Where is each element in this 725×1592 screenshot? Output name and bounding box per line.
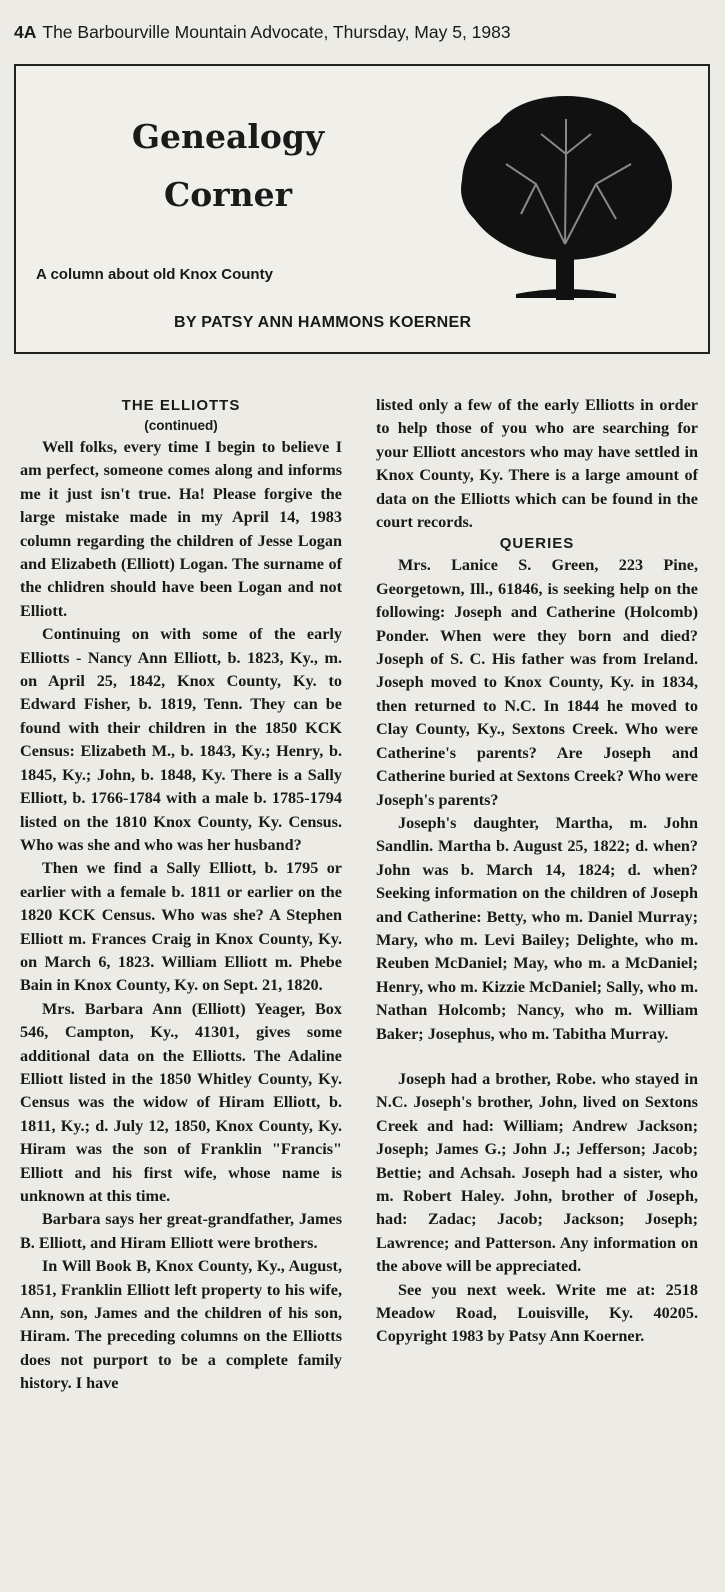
article-paragraph: In Will Book B, Knox County, Ky., August, 1851, Franklin Elliott left property to his wife, Ann, son, James and the children of his son, Hiram. The preceding columns on the Elliotts does not purport to be a complete family history. I have — [20, 1257, 342, 1393]
masthead — [14, 14, 714, 50]
article-paragraph: Mrs. Barbara Ann (Elliott) Yeager, Box 546, Campton, Ky., 41301, gives some additional data on the Elliotts. The Adaline Elliott listed in the 1850 Whitley County, Ky. Census was the widow of Hiram Elliott, b. 1811, Ky.; d. July 12, 1850, Knox County, Ky. Hiram was the son of Franklin "Francis" Elliott and his first wife, whose name is unknown at this time. — [20, 999, 342, 1205]
masthead-text: The Barbourville Mountain Advocate, Thursday, May 5, 1983 — [42, 21, 511, 42]
article-paragraph: Barbara says her great-grandfather, James B. Elliott, and Hiram Elliott were brothers. — [20, 1210, 342, 1252]
query-paragraph: Joseph's daughter, Martha, m. John Sandlin. Martha b. August 25, 1822; d. when? John was b. March 14, 1824; d. when? Seeking information on the children of Joseph and Catherine: Betty, who m. Daniel Murray; Mary, who m. Levi Bailey; Delighte, who m. Reuben McDaniel; May, who m. a McDaniel; Henry, who m. Kizzie McDaniel; Sally, who m. Nathan Holcomb; Nancy, who m. William Baker; Josephus, who m. Tabitha Murray. — [376, 813, 698, 1043]
column-header-box — [14, 64, 710, 354]
right-column — [376, 394, 698, 1349]
queries-heading: QUERIES — [499, 535, 575, 553]
column-title — [108, 108, 348, 224]
query-paragraph: See you next week. Write me at: 2518 Meadow Road, Louisville, Ky. 40205. Copyright 1983 by Patsy Ann Koerner. — [376, 1280, 698, 1346]
query-paragraph: Joseph had a brother, Robe. who stayed in N.C. Joseph's brother, John, lived on Sextons Creek and had: William; Andrew Jackson; Joseph; James G.; John J.; Jefferson; Jacob; Bettie; and Achsah. Joseph had a sister, who m. Robert Haley. John, brother of Joseph, had: Zadac; Jacob; Jackson; Joseph; Lawrence; and Patterson. Any information on the above will be appreciated. — [376, 1069, 698, 1276]
column-title-line2: Corner — [163, 175, 293, 214]
article-paragraph-continued: listed only a few of the early Elliotts in order to help those of you who are searching for your Elliott ancestors who may have settled in Knox County, Ky. There is a large amount of data on the Elliotts which can be found in the court records. — [376, 396, 698, 532]
article-subheading: (continued) — [144, 418, 218, 433]
column-title-line1: Genealogy — [131, 117, 325, 156]
column-subtitle: A column about old Knox County — [36, 266, 273, 283]
article-paragraph: Well folks, every time I begin to believe I am perfect, someone comes along and informs me it just isn't true. Ha! Please forgive the large mistake made in my April 14, 1983 column regarding the children of Jesse Logan and Elizabeth (Elliott) Logan. The surname of the chlidren should have been Logan and not Elliott. — [20, 438, 342, 620]
byline: BY PATSY ANN HAMMONS KOERNER — [174, 314, 472, 331]
tree-icon — [456, 94, 676, 304]
article-heading: THE ELLIOTTS — [121, 397, 241, 414]
article-paragraph: Then we find a Sally Elliott, b. 1795 or earlier with a female b. 1811 or earlier on the 1820 KCK Census. Who was she? A Stephen Elliott m. Frances Craig in Knox County, Ky. on March 6, 1823. William Elliott m. Phebe Bain in Knox County, Ky. on Sept. 21, 1820. — [20, 859, 342, 995]
page-number: 4A — [14, 21, 37, 42]
article-paragraph: Continuing on with some of the early Elliotts - Nancy Ann Elliott, b. 1823, Ky., m. on April 25, 1842, Knox County, Ky. to Edward Fisher, b. 1819, Tenn. They can be found with their children in the 1850 KCK Census: Elizabeth M., b. 1843, Ky.; Henry, b. 1845, Ky.; John, b. 1848, Ky. There is a Sally Elliott, b. 1766-1784 with a male b. 1785-1794 listed on the 1810 Knox County, Ky. Census. Who was she and who was her husband? — [20, 625, 342, 854]
left-column — [20, 396, 342, 1396]
column-gap — [376, 1046, 698, 1068]
query-paragraph: Mrs. Lanice S. Green, 223 Pine, Georgetown, Ill., 61846, is seeking help on the following: Joseph and Catherine (Holcomb) Ponder. When were they born and died? Joseph of S. C. His father was from Ireland. Joseph moved to Knox County, Ky. in 1834, then returned to N.C. In 1844 he moved to Clay County, Ky., Sextons Creek. Who were Catherine's parents? Are Joseph and Catherine buried at Sextons Creek? Who were Joseph's parents? — [376, 556, 698, 809]
